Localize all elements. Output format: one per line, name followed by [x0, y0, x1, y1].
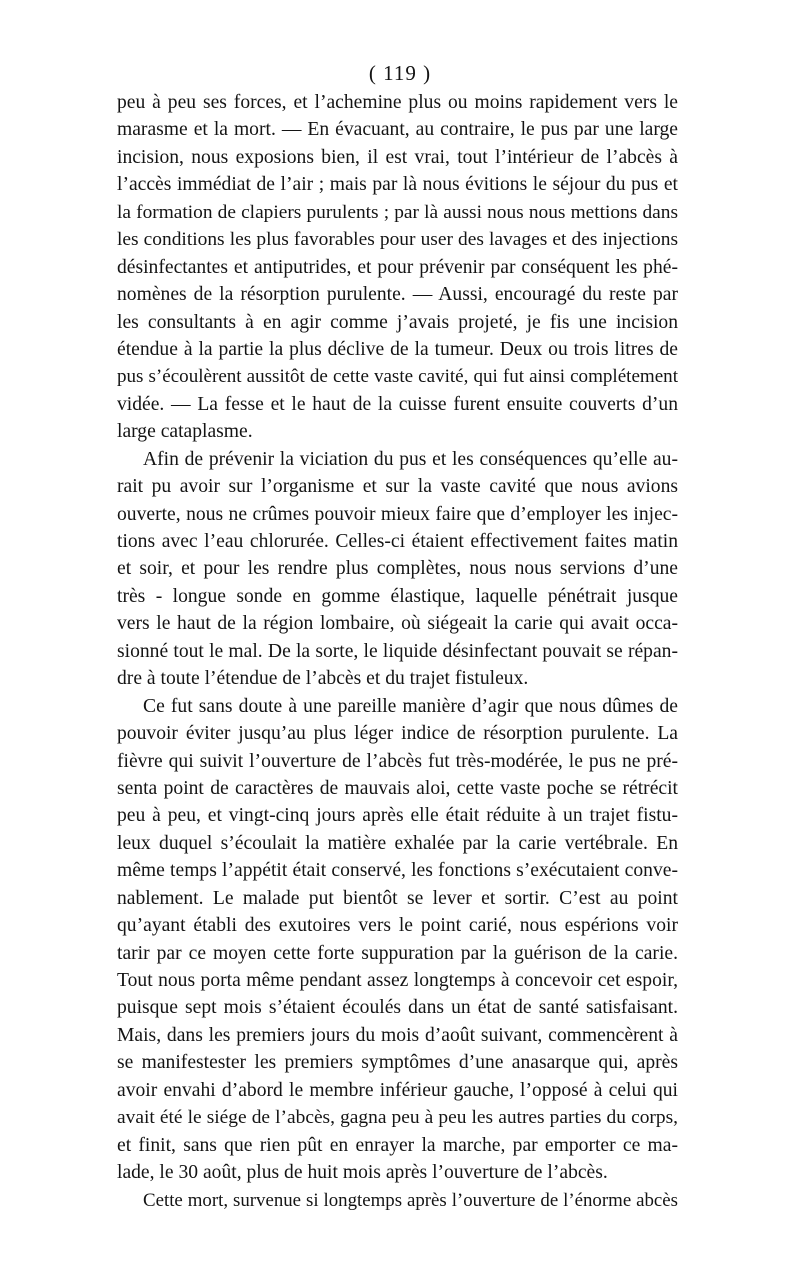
paragraph	[117, 446, 678, 693]
text-line: dre à toute l’étendue de l’abcès et du trajet fistuleux.	[117, 668, 529, 690]
text-line: ouverte, nous ne crûmes pouvoir mieux faire que d’employer les injec-	[117, 503, 678, 525]
text-line: Cette mort, survenue si longtemps après l’ouverture de l’énorme abcès	[143, 1189, 678, 1211]
text-line: leux duquel s’écoulait la matière exhalée par la carie vertébrale. En	[117, 832, 678, 854]
text-line: lade, le 30 août, plus de huit mois après l’ouverture de l’abcès.	[117, 1162, 608, 1184]
text-line: les conditions les plus favorables pour user des lavages et des injections	[117, 229, 678, 251]
text-line: tarir par ce moyen cette forte suppuration par la guérison de la carie.	[117, 942, 678, 964]
text-line: vidée. — La fesse et le haut de la cuisse furent ensuite couverts d’un	[117, 393, 678, 415]
text-line: large cataplasme.	[117, 421, 253, 443]
text-line: peu à peu, et vingt-cinq jours après elle était réduite à un trajet fistu-	[117, 805, 678, 827]
text-line: senta point de caractères de mauvais aloi, cette vaste poche se rétrécit	[117, 777, 678, 799]
paragraph	[117, 1187, 678, 1214]
text-line: tions avec l’eau chlorurée. Celles-ci étaient effectivement faites matin	[117, 531, 678, 552]
text-line: pus s’écoulèrent aussitôt de cette vaste cavité, qui fut ainsi complétement	[117, 366, 678, 388]
text-line: et soir, et pour les rendre plus complètes, nous nous servions d’une	[117, 558, 678, 580]
text-line: même temps l’appétit était conservé, les fonctions s’exécutaient conve-	[117, 860, 678, 882]
text-line: fièvre qui suivit l’ouverture de l’abcès fut très-modérée, le pus ne pré-	[117, 750, 678, 772]
paragraph	[117, 89, 678, 446]
text-line: avoir envahi d’abord le membre inférieur gauche, l’opposé à celui qui	[117, 1079, 678, 1101]
text-line: désinfectantes et antiputrides, et pour prévenir par conséquent les phé-	[117, 256, 678, 278]
text-line: qu’ayant établi des exutoires vers le point carié, nous espérions voir	[117, 915, 678, 937]
paragraph	[117, 693, 678, 1187]
page-number: ( 119 )	[368, 61, 432, 85]
text-line: l’accès immédiat de l’air ; mais par là nous évitions le séjour du pus et	[117, 174, 678, 196]
text-line: la formation de clapiers purulents ; par là aussi nous nous mettions dans	[117, 201, 678, 223]
text-line: Ce fut sans doute à une pareille manière d’agir que nous dûmes de	[143, 695, 678, 717]
text-line: marasme et la mort. — En évacuant, au contraire, le pus par une large	[117, 119, 678, 141]
text-line: et finit, sans que rien pût en enrayer la marche, par emporter ce ma-	[117, 1134, 678, 1156]
text-line: puisque sept mois s’étaient écoulés dans un état de santé satisfaisant.	[117, 997, 678, 1019]
text-line: les consultants à en agir comme j’avais projeté, je fis une incision	[117, 311, 678, 333]
body-text	[117, 89, 678, 1214]
text-line: Afin de prévenir la viciation du pus et les conséquences qu’elle au-	[143, 448, 678, 470]
text-line: Tout nous porta même pendant assez longtemps à concevoir cet espoir,	[117, 970, 678, 991]
text-line: avait été le siége de l’abcès, gagna peu à peu les autres parties du corps,	[117, 1107, 678, 1129]
text-line: Mais, dans les premiers jours du mois d’août suivant, commencèrent à	[117, 1024, 678, 1046]
text-line: étendue à la partie la plus déclive de la tumeur. Deux ou trois litres de	[117, 338, 678, 360]
text-line: très - longue sonde en gomme élastique, laquelle pénétrait jusque	[117, 585, 678, 607]
text-line: rait pu avoir sur l’organisme et sur la vaste cavité que nous avions	[117, 476, 678, 498]
text-line: nablement. Le malade put bientôt se lever et sortir. C’est au point	[117, 887, 678, 909]
text-line: pouvoir éviter jusqu’au plus léger indice de résorption purulente. La	[117, 723, 678, 745]
text-line: peu à peu ses forces, et l’achemine plus ou moins rapidement vers le	[117, 92, 678, 113]
text-line: nomènes de la résorption purulente. — Aussi, encouragé du reste par	[117, 284, 678, 306]
text-line: incision, nous exposions bien, il est vrai, tout l’intérieur de l’abcès à	[117, 146, 678, 168]
text-line: sionné tout le mal. De la sorte, le liquide désinfectant pouvait se répan-	[117, 640, 678, 662]
text-line: vers le haut de la région lombaire, où siégeait la carie qui avait occa-	[117, 613, 678, 635]
text-line: se manifestester les premiers symptômes d’une anasarque qui, après	[117, 1052, 678, 1074]
